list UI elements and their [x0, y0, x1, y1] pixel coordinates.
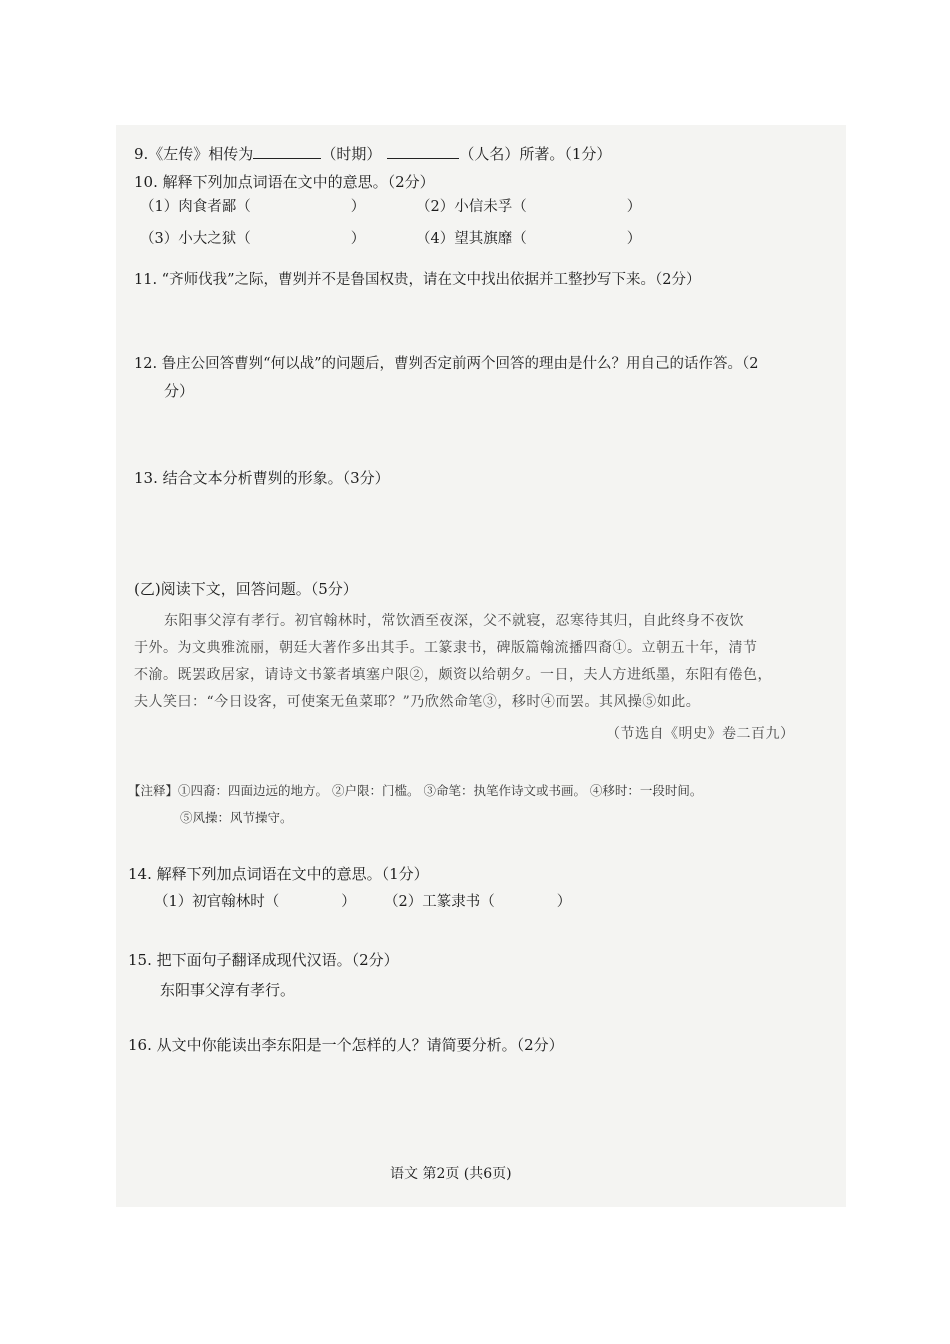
passage-source: （节选自《明史》卷二百九） — [606, 726, 795, 742]
question-9-mid: （时期） — [321, 145, 382, 163]
question-14-stem: 14. 解释下列加点词语在文中的意思。（1分） — [128, 865, 429, 883]
question-12-line-2: 分） — [164, 382, 195, 400]
question-14-item-1 — [154, 892, 356, 912]
question-9-lead: 9.《左传》相传为 — [134, 145, 254, 163]
item-label: （4）望其旗靡（ — [416, 231, 527, 247]
notes-line-1: 【注释】①四裔：四面边远的地方。 ②户限：门槛。 ③命笔：执笔作诗文或书画。 ④移时：一段时间。 — [128, 783, 703, 798]
item-close: ） — [626, 231, 642, 247]
question-13: 13. 结合文本分析曹刿的形象。（3分） — [134, 469, 390, 487]
item-label: （1）初官翰林时（ — [154, 894, 280, 910]
item-label: （3）小大之狱（ — [140, 231, 251, 247]
question-11: 11. “齐师伐我”之际，曹刿并不是鲁国权贵，请在文中找出依据并工整抄写下来。（2分） — [134, 272, 701, 288]
question-15-sentence: 东阳事父淳有孝行。 — [160, 981, 296, 999]
question-15-stem: 15. 把下面句子翻译成现代汉语。（2分） — [128, 951, 399, 969]
question-16: 16. 从文中你能读出李东阳是一个怎样的人？请简要分析。（2分） — [128, 1036, 564, 1054]
item-close: ） — [350, 199, 366, 215]
section-b-heading: (乙)阅读下文，回答问题。（5分） — [134, 580, 358, 598]
item-close: ） — [341, 894, 356, 910]
question-14-item-2 — [384, 892, 571, 912]
item-close: ） — [556, 894, 572, 910]
item-close: ） — [350, 231, 366, 247]
notes-line-2: ⑤风操：风节操守。 — [180, 810, 293, 825]
item-label: （2）工篆隶书（ — [384, 894, 495, 910]
question-12-line-1: 12. 鲁庄公回答曹刿“何以战”的问题后，曹刿否定前两个回答的理由是什么？用自己的话作答。（2 — [134, 356, 759, 372]
item-label: （1）肉食者鄙（ — [140, 199, 251, 215]
passage-line-1: 东阳事父淳有孝行。初官翰林时，常饮酒至夜深，父不就寝，忍寒待其归，自此终身不夜饮 — [164, 613, 744, 629]
question-10-item-1 — [140, 197, 365, 217]
passage-line-3: 不渝。既罢政居家，请诗文书篆者填塞户限②，颇资以给朝夕。一日，夫人方进纸墨，东阳有倦色， — [134, 667, 772, 683]
answer-blank-period[interactable] — [253, 143, 321, 159]
question-10-stem: 10. 解释下列加点词语在文中的意思。（2分） — [134, 173, 435, 191]
question-10-item-2 — [416, 197, 641, 217]
item-close: ） — [626, 199, 642, 215]
question-10-item-3 — [140, 229, 365, 249]
question-9 — [134, 143, 611, 164]
item-label: （2）小信未孚（ — [416, 199, 527, 215]
passage-line-2: 于外。为文典雅流丽，朝廷大著作多出其手。工篆隶书，碑版篇翰流播四裔①。立朝五十年，清节 — [134, 640, 758, 656]
answer-blank-author[interactable] — [387, 143, 459, 159]
question-10-item-4 — [416, 229, 641, 249]
passage-line-4: 夫人笑曰：“今日设客，可使案无鱼菜耶？”乃欣然命笔③，移时④而罢。其风操⑤如此。 — [134, 694, 701, 710]
question-9-tail: （人名）所著。（1分） — [459, 145, 612, 163]
page-footer: 语文 第2页 (共6页) — [390, 1166, 512, 1182]
